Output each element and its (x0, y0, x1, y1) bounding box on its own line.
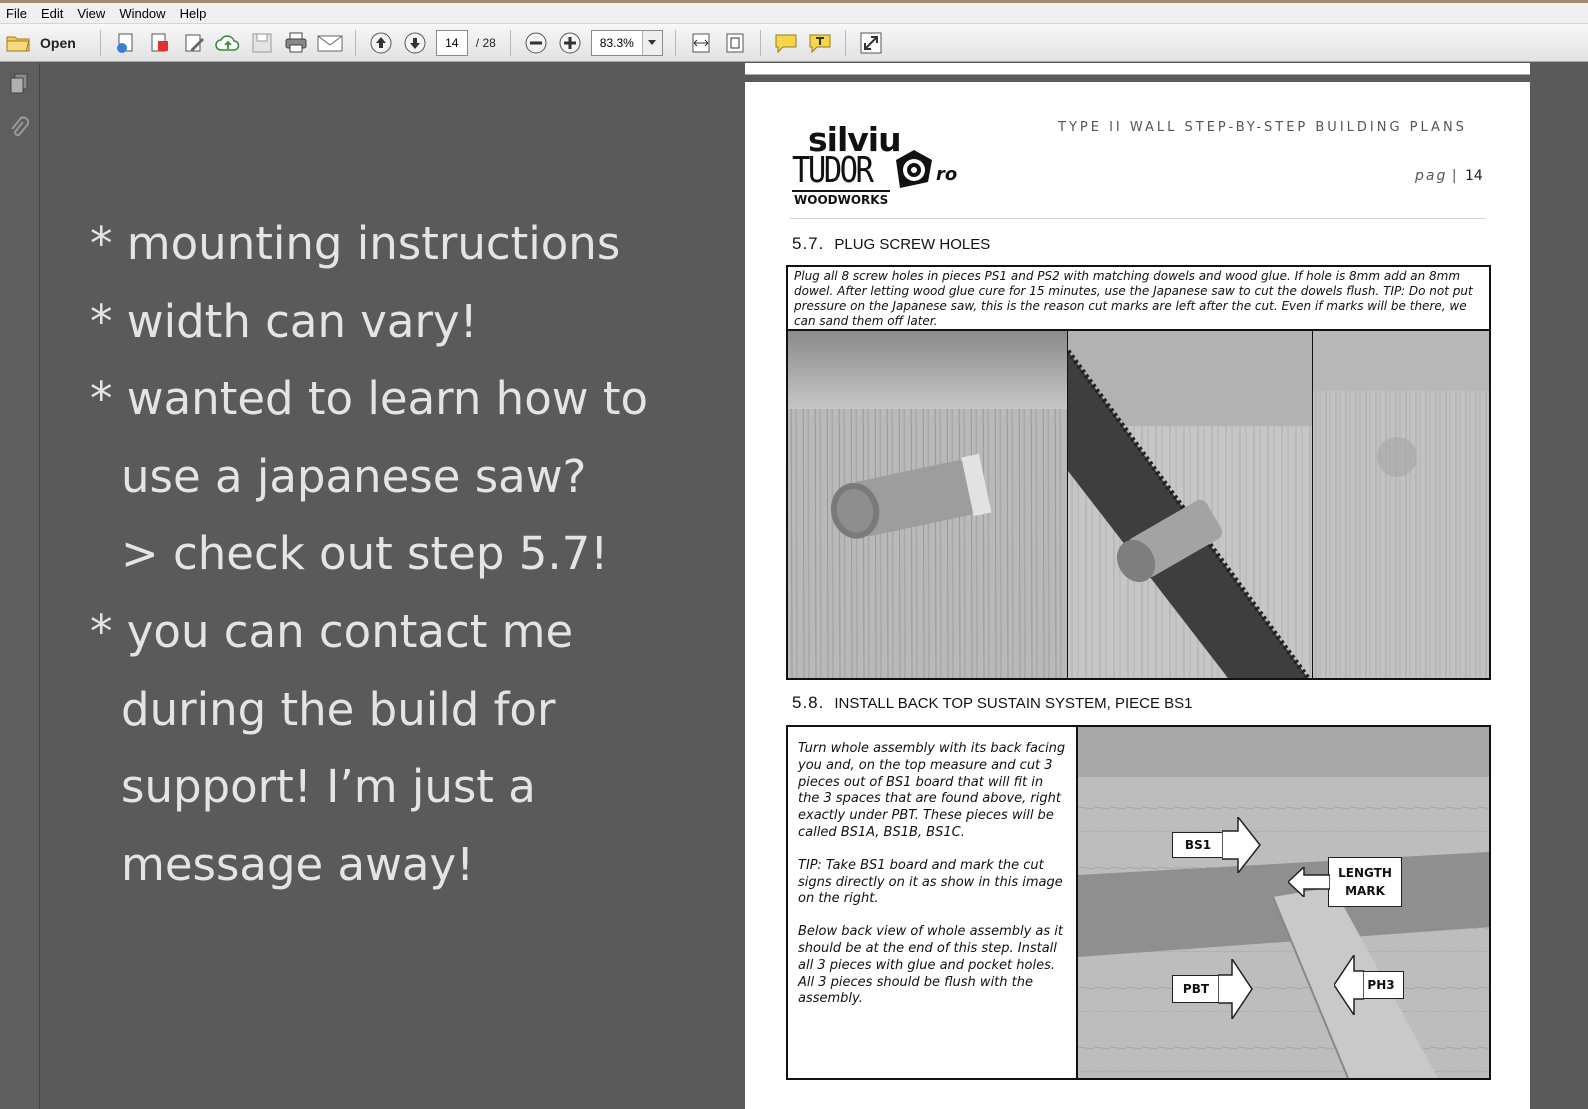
section-5-8-tip: TIP: Take BS1 board and mark the cut signs directly on it as show in this image on the right. (798, 857, 1063, 907)
section-5-7-box (786, 265, 1491, 680)
section-5-7-text (788, 267, 1489, 331)
overlay-line: during the build for (121, 682, 556, 736)
page-number-input[interactable]: 14 (436, 30, 468, 56)
envelope-icon (317, 33, 343, 53)
combine-icon (148, 31, 172, 55)
callout-length-mark-line2: MARK (1345, 884, 1385, 898)
page-number: 14 (1464, 168, 1483, 184)
menu-bar (0, 0, 1588, 24)
fit-page-button[interactable] (721, 29, 749, 57)
open-button[interactable] (6, 33, 76, 53)
section-5-8-box (786, 725, 1491, 1080)
document-background (1530, 63, 1588, 1109)
menu-window[interactable]: Window (119, 5, 166, 21)
toolbar-separator (510, 30, 511, 56)
callout-bs1: BS1 (1172, 832, 1224, 858)
callout-length-mark (1328, 857, 1402, 907)
printer-icon (284, 31, 308, 55)
zoom-in-button[interactable] (556, 29, 584, 57)
paperclip-icon (9, 116, 29, 140)
create-pdf-button[interactable] (112, 29, 140, 57)
arrow-left-icon (1288, 867, 1330, 897)
zoom-select[interactable] (591, 30, 663, 56)
section-5-8-paragraph: Turn whole assembly with its back facing you and, on the top measure and cut 3 pieces out of BS1 board that will fit in the 3 spaces that are found above, right exactly under PBT. These pieces will be called BS1A, BS1B, BS1C. (798, 741, 1066, 840)
next-page-button[interactable] (401, 29, 429, 57)
folder-icon (6, 33, 32, 53)
expand-icon (860, 32, 882, 54)
section-5-8-text (788, 727, 1078, 1078)
arrow-right-icon (1222, 817, 1262, 873)
toolbar-separator (760, 30, 761, 56)
menu-file[interactable]: File (6, 5, 27, 21)
toolbar-separator (675, 30, 676, 56)
toolbar (0, 24, 1588, 62)
logo-line2: TUDOR (792, 150, 872, 191)
arrow-up-icon (369, 31, 393, 55)
zoom-value: 83.3% (599, 35, 634, 50)
upload-button[interactable] (214, 29, 242, 57)
print-button[interactable] (282, 29, 310, 57)
pages-panel-button[interactable] (6, 71, 32, 97)
attachments-panel-button[interactable] (6, 115, 32, 141)
arrow-down-icon (403, 31, 427, 55)
section-number: 5.8. (792, 693, 825, 712)
section-5-7-heading (792, 234, 990, 254)
logo-suffix: ro (936, 164, 958, 185)
page-separator: | (1451, 168, 1457, 184)
zoom-out-button[interactable] (522, 29, 550, 57)
overlay-line: * you can contact me (90, 604, 574, 658)
section-5-8-heading (792, 693, 1193, 713)
email-button[interactable] (316, 29, 344, 57)
cloud-upload-icon (215, 31, 241, 55)
previous-page-button[interactable] (367, 29, 395, 57)
save-icon (251, 32, 273, 54)
section-5-7-body: Plug all 8 screw holes in pieces PS1 and PS2 with matching dowels and wood glue. If hole is 8mm add an 8mm dowel. After letting wood glue cure for 15 minutes, use the Japanese saw to cut the dowels flush. (794, 269, 1461, 298)
full-screen-button[interactable] (857, 29, 885, 57)
overlay-line: * mounting instructions (90, 217, 621, 270)
overlay-line: use a japanese saw? (121, 449, 587, 503)
navigation-panel (0, 63, 40, 1109)
fit-width-icon (689, 31, 713, 55)
pages-icon (9, 73, 29, 95)
logo-line3: WOODWORKS (792, 190, 890, 208)
overlay-line: support! I’m just a (121, 760, 536, 814)
previous-page-edge (745, 63, 1530, 75)
menu-edit[interactable]: Edit (40, 5, 64, 21)
chevron-down-icon[interactable] (642, 31, 662, 55)
toolbar-separator (100, 30, 101, 56)
open-label: Open (40, 34, 76, 51)
section-title: INSTALL BACK TOP SUSTAIN SYSTEM, PIECE BS1 (834, 695, 1193, 712)
document-header-title: TYPE II WALL STEP-BY-STEP BUILDING PLANS (1058, 120, 1467, 135)
callout-ph3: PH3 (1358, 971, 1404, 999)
comment-button[interactable] (772, 29, 800, 57)
overlay-line: * width can vary! (90, 294, 478, 348)
callout-length-mark-line1: LENGTH (1338, 866, 1392, 880)
callout-pbt: PBT (1172, 975, 1220, 1003)
section-title: PLUG SCREW HOLES (834, 236, 991, 253)
overlay-line: message away! (121, 837, 475, 891)
page-indicator (1415, 168, 1483, 184)
header-divider (790, 218, 1485, 219)
overlay-line: * wanted to learn how to (90, 372, 649, 426)
section-5-7-tip: TIP: Do not put pressure on the Japanese saw, this is the reason cut marks are left after the cut. Even if marks will be there, we can sand them off later. (794, 284, 1473, 328)
logo (792, 120, 972, 210)
arrow-left-icon (1334, 955, 1364, 1015)
minus-icon (524, 31, 548, 55)
combine-button[interactable] (146, 29, 174, 57)
section-number: 5.7. (792, 234, 825, 253)
create-pdf-icon (114, 31, 138, 55)
toolbar-separator (845, 30, 846, 56)
photo-flush-finish (1313, 331, 1489, 678)
fit-page-icon (723, 31, 747, 55)
overlay-notes (90, 205, 648, 903)
page-total: / 28 (475, 35, 496, 50)
toolbar-separator (355, 30, 356, 56)
fit-width-button[interactable] (687, 29, 715, 57)
menu-view[interactable]: View (77, 5, 106, 21)
logo-line1: silviu (808, 120, 901, 159)
camera-icon (890, 146, 938, 190)
photo-dowel-inserted (788, 331, 1068, 678)
highlight-button[interactable] (806, 29, 834, 57)
page-label: pag (1415, 168, 1448, 184)
menu-help[interactable]: Help (179, 5, 207, 21)
plus-icon (558, 31, 582, 55)
photo-saw-cut (1068, 331, 1313, 678)
photo-strip (788, 331, 1489, 678)
section-5-8-paragraph: Below back view of whole assembly as it should be at the end of this step. Install all 3 pieces with glue and pocket holes. All 3 pieces should be flush with the assembly. (798, 924, 1064, 1007)
edit-icon (182, 31, 206, 55)
comment-icon (774, 32, 798, 54)
save-button[interactable] (248, 29, 276, 57)
overlay-line: > check out step 5.7! (121, 527, 609, 581)
highlight-text-icon (808, 32, 832, 54)
edit-button[interactable] (180, 29, 208, 57)
assembly-photo (1078, 727, 1489, 1078)
arrow-right-icon (1218, 959, 1254, 1019)
